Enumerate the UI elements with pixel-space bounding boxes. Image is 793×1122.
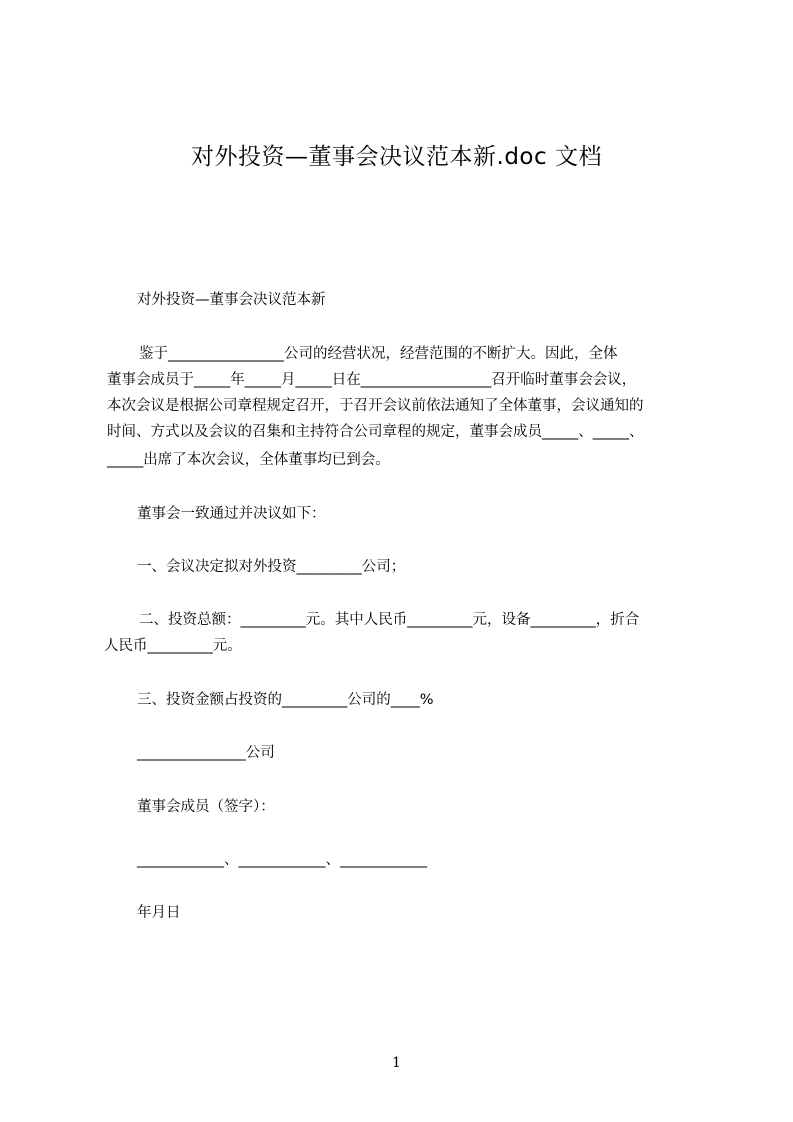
item-2-line: 二、投资总额：_________元。其中人民币_________元，设备_________，折合 [139,612,640,628]
date-line: 年月日 [137,905,181,921]
paragraph-line: 时间、方式以及会议的召集和主持符合公司章程的规定，董事会成员_____、_____、 [107,424,644,440]
item-2-line: 人民币_________元。 [104,638,242,654]
resolution-item-3: 三、投资金额占投资的_________公司的____% [137,692,434,708]
resolution-item-1: 一、会议决定拟对外投资_________公司； [137,559,406,575]
document-subtitle: 对外投资—董事会决议范本新 [137,292,326,308]
page-number: 1 [392,1055,401,1071]
signature-label: 董事会成员（签字）： [137,799,275,815]
paragraph-line: _____出席了本次会议，全体董事均已到会。 [107,452,390,468]
paragraph-line: 鉴于________________公司的经营状况，经营范围的不断扩大。因此，全体 [139,346,618,362]
paragraph-line: 董事会成员于_____年_____月_____日在__________________召开临时董事会会议， [107,372,637,388]
paragraph-line: 本次会议是根据公司章程规定召开，于召开会议前依法通知了全体董事，会议通知的 [107,398,644,414]
company-line: _______________公司 [137,745,275,761]
resolution-intro: 董事会一致通过并决议如下： [137,506,326,522]
signature-lines: ____________、____________、____________ [137,852,427,868]
document-title: 对外投资—董事会决议范本新.doc 文档 [191,144,602,170]
